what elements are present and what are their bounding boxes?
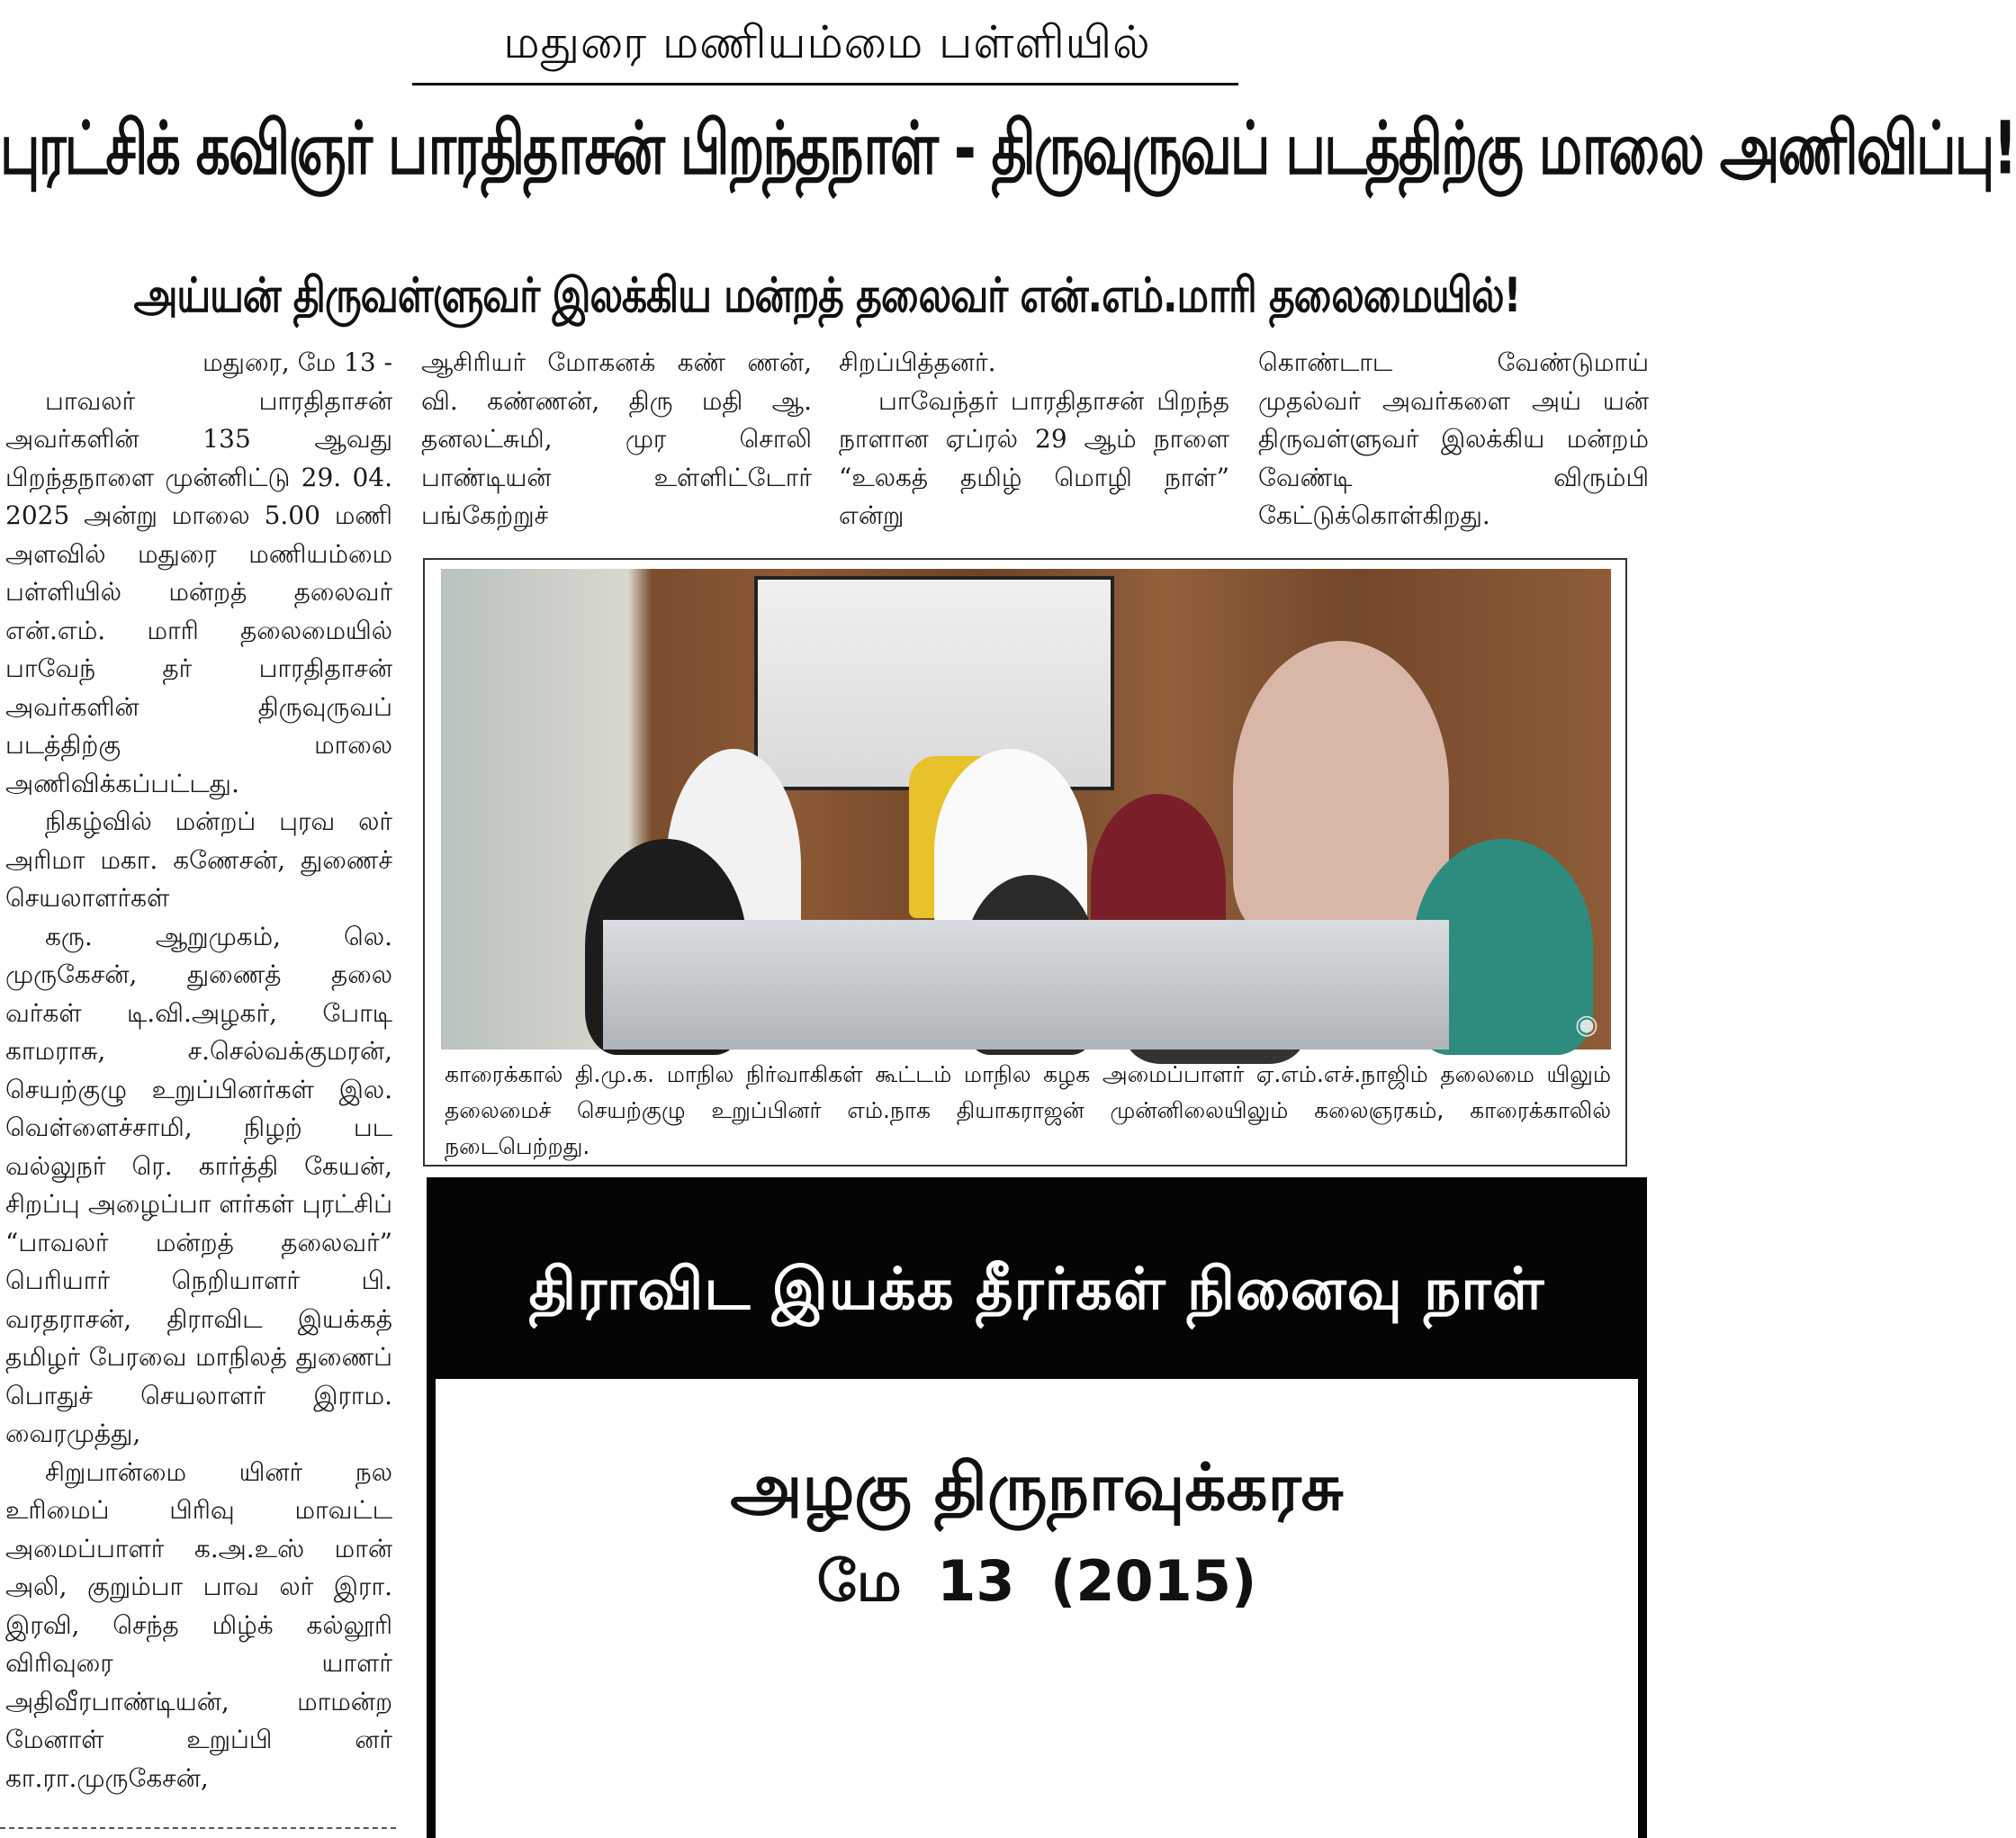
article-column-4 <box>1258 344 1649 536</box>
memorial-panel <box>436 1379 1638 1838</box>
camera-icon: ◉ <box>1574 1009 1598 1041</box>
memorial-box <box>427 1177 1647 1838</box>
news-photo <box>441 569 1611 1050</box>
subhead: அய்யன் திருவள்ளுவர் இலக்கிய மன்றத் தலைவர் என்.எம்.மாரி தலைமையில்! <box>133 268 1521 324</box>
paragraph: நிகழ்வில் மன்றப் புரவ லர் அரிமா மகா. கணேசன், துணைச் செயலாளர்கள் <box>5 806 392 913</box>
column-divider <box>0 1827 396 1829</box>
article-column-3 <box>839 344 1229 536</box>
paragraph: ஆசிரியர் மோகனக் கண் ணன், வி. கண்ணன், திரு மதி ஆ. தனலட்சுமி, முர சொலி பாண்டியன் உள்ளிட்டோர் பங்கேற்றுச் <box>421 347 812 530</box>
kicker-rule <box>412 83 1238 86</box>
memorial-date: மே 13 (2015) <box>816 1548 1257 1614</box>
memorial-title: திராவிட இயக்க தீரர்கள் நினைவு நாள் <box>528 1257 1545 1323</box>
memorial-name: அழகு திருநாவுக்கரசு <box>730 1449 1344 1525</box>
paragraph: சிறப்பித்தனர். <box>839 347 996 377</box>
photo-box <box>423 558 1627 1167</box>
person <box>1233 641 1449 938</box>
paragraph: பாவலர் பாரதிதாசன் அவர்களின் 135 ஆவது பிறந்தநாளை முன்னிட்டு 29. 04. 2025 அன்று மாலை 5.00 மணி அளவில் மதுரை மணியம்மை பள்ளியில் மன்றத் தலைவர் என்.எம். மாரி தலைமையில் பாவேந் தர் பாரதிதாசன் அவர்களின் திருவுருவப் படத்திற்கு மாலை அணிவிக்கப்பட்டது. <box>5 385 392 798</box>
paragraph: கரு. ஆறுமுகம், லெ. முருகேசன், துணைத் தலை வர்கள் டி.வி.அழகர், போடி காமராசு, ச.செல்வக்குமரன், செயற்குழு உறுப்பினர்கள் இல. வெள்ளைச்சாமி, நிழற் பட வல்லுநர் ரெ. கார்த்தி கேயன், சிறப்பு அழைப்பா ளர்கள் புரட்சிப் “பாவலர் மன்றத் தலைவர்” பெரியார் நெறியாளர் பி. வரதராசன், திராவிட இயக்கத் தமிழர் பேரவை மாநிலத் துணைப் பொதுச் செயலாளர் இராம. வைரமுத்து, <box>5 921 392 1448</box>
paragraph: பாவேந்தர் பாரதிதாசன் பிறந்த நாளான ஏப்ரல் 29 ஆம் நாளை “உலகத் தமிழ் மொழி நாள்” என்று <box>839 385 1229 530</box>
dateline: மதுரை, மே 13 - <box>202 347 392 377</box>
kicker: மதுரை மணியம்மை பள்ளியில் <box>503 16 1151 68</box>
headline: புரட்சிக் கவிஞர் பாரதிதாசன் பிறந்தநாள் - திருவுருவப் படத்திற்கு மாலை அணிவிப்பு! <box>0 106 2016 192</box>
article-column-1 <box>5 344 392 1829</box>
desk <box>603 920 1449 1050</box>
article-column-2 <box>421 344 812 536</box>
paragraph: சிறுபான்மை யினர் நல உரிமைப் பிரிவு மாவட்ட அமைப்பாளர் க.அ.உஸ் மான் அலி, குறும்பா பாவ லர் இரா. இரவி, செந்த மிழ்க் கல்லூரி விரிவுரை யாளர் அதிவீரபாண்டியன், மாமன்ற மேனாள் உறுப்பி னர் கா.ரா.முருகேசன், <box>5 1456 392 1793</box>
paragraph: கொண்டாட வேண்டுமாய் முதல்வர் அவர்களை அய் யன் திருவள்ளுவர் இலக்கிய மன்றம் வேண்டி விரும்பி கேட்டுக்கொள்கிறது. <box>1258 347 1649 530</box>
photo-caption: காரைக்கால் தி.மு.க. மாநில நிர்வாகிகள் கூட்டம் மாநில கழக அமைப்பாளர் ஏ.எம்.எச்.நாஜிம் தலைமை யிலும் தலைமைச் செயற்குழு உறுப்பினர் எம்.நாக தியாகராஜன் முன்னிலையிலும் கலைஞரகம், காரைக்காலில் நடைபெற்றது. <box>445 1061 1611 1159</box>
